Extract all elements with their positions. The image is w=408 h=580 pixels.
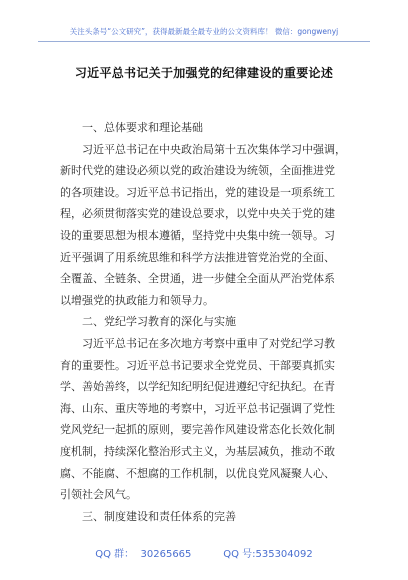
body-line: 习近平总书记在中央政治局第十五次集体学习中强调， [82,142,346,156]
promo-header: 关注头条号“公文研究”，获得最新最全最专业的公文资料库！ 微信：gongwenyj [69,27,339,36]
body-line: 引领社会风气。 [60,488,137,502]
body-line: 学、善始善终，以学纪知纪明纪促进遵纪守纪执纪。在青 [60,380,335,394]
document-title: 习近平总书记关于加强党的纪律建设的重要论述 [74,66,334,80]
body-line: 党风党纪一起抓的原则，要完善作风建设常态化长效化制 [60,423,335,437]
footer-contact: QQ 群： 30265665 QQ 号:535304092 [95,549,313,560]
body-line: 近平强调了用系统思维和科学方法推进管党治党的全面、 [60,250,335,264]
body-line: 二、党纪学习教育的深化与实施 [82,315,236,329]
document-body [60,117,350,527]
header-divider [38,41,370,42]
body-line: 的各项建设。习近平总书记指出，党的建设是一项系统工 [60,185,335,199]
body-line: 新时代党的建设必须以党的政治建设为统领，全面推进党 [60,164,335,178]
body-line: 习近平总书记在多次地方考察中重申了对党纪学习教 [82,336,335,350]
body-line: 设的重要思想为根本遵循，坚持党中央集中统一领导。习 [60,228,335,242]
body-line: 腐、不能腐、不想腐的工作机制，以优良党风凝聚人心、 [60,466,335,480]
body-line: 育的重要性。习近平总书记要求全党党员、干部要真抓实 [60,358,335,372]
body-line: 三、制度建设和责任体系的完善 [82,509,236,523]
body-line: 全覆盖、全链条、全贯通，进一步健全全面从严治党体系 [60,272,335,286]
body-line: 一、总体要求和理论基础 [82,121,203,134]
body-line: 程，必须贯彻落实党的建设总要求，以党中央关于党的建 [60,207,335,221]
body-line: 以增强党的执政能力和领导力。 [60,293,214,307]
body-line: 度机制，持续深化整治形式主义，为基层减负，推动不敢 [60,444,335,458]
body-line: 海、山东、重庆等地的考察中，习近平总书记强调了党性 [60,401,335,415]
